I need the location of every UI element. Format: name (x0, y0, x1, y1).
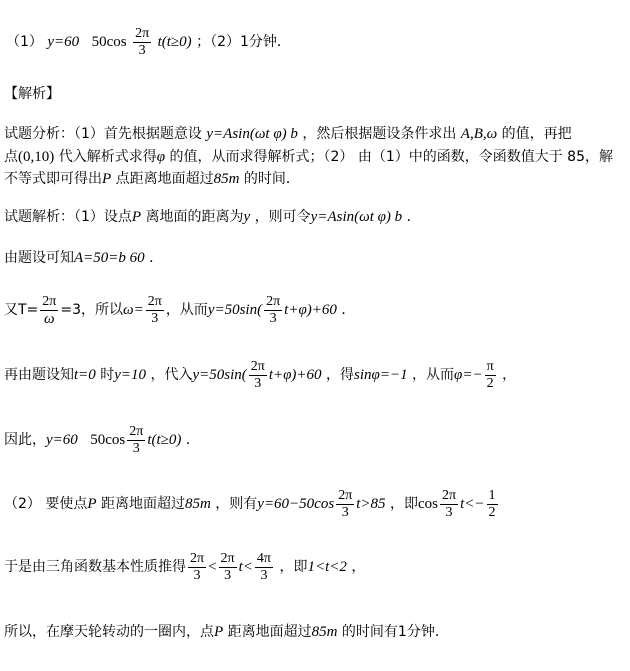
solution-line-2 (4, 248, 163, 268)
analysis-line-3 (4, 169, 300, 189)
solution-line-7 (4, 547, 365, 587)
solution-t0: t=0 (74, 367, 96, 383)
analysis-phi: φ (156, 149, 166, 165)
fraction-1-over-2: $\frac{1}{2}$ (488, 487, 496, 520)
solution-text: 因此， (4, 432, 46, 448)
analysis-text: 点 (4, 149, 18, 165)
solution-sin-eq: sinφ=−1 (354, 367, 408, 383)
analysis-text: 的时间． (243, 171, 300, 187)
fraction-pi-over-2: $\frac{\pi}{2}$ (486, 358, 494, 391)
solution-range: 1<t<2 (307, 559, 347, 575)
solution-formula: y=Asin(ωt φ) b (310, 209, 403, 225)
solution-text: ， (351, 559, 366, 575)
solution-text: ， (502, 367, 517, 383)
solution-85m: 85m (311, 624, 338, 640)
solution-line-6 (4, 484, 500, 524)
answer-formula-a: y=60 (47, 34, 80, 50)
analysis-line-1 (4, 124, 572, 144)
fraction-2pi-over-3: $\frac{2\pi}{3}$ (147, 293, 162, 326)
solution-phi-eq: φ=− (454, 367, 483, 383)
section-title: 【解析】 (4, 86, 60, 102)
answer-formula-b: 50cos (91, 34, 127, 50)
fraction-2pi-over-3: $\frac{2\pi}{3}$ (250, 358, 265, 391)
solution-text: 距离地面超过 (227, 624, 312, 640)
solution-line-5 (4, 420, 200, 460)
answer-part1-label: （1） (6, 34, 43, 50)
analysis-line-2 (4, 147, 613, 167)
solution-point-p: P (214, 624, 224, 640)
analysis-point: (0,10) (18, 149, 55, 165)
solution-lt: t< (238, 559, 253, 575)
solution-formula: t(t≥0) (147, 432, 182, 448)
solution-text: 的时间有1分钟． (341, 624, 449, 640)
analysis-text: 不等式即可得出 (4, 171, 102, 187)
solution-text: ． (406, 209, 421, 225)
solution-text: ，从而 (412, 367, 455, 383)
solution-formula: y=60−50cos (257, 496, 335, 512)
solution-formula: A=50=b 60 (74, 250, 145, 266)
solution-text: 又T= (4, 302, 39, 318)
analysis-point-p: P (102, 171, 112, 187)
fraction-2pi-over-3: $\frac{2\pi}{3}$ (135, 25, 150, 58)
solution-text: ，从而 (165, 302, 208, 318)
solution-text: 由题设可知 (4, 250, 74, 266)
solution-text: ． (149, 250, 164, 266)
solution-line-8 (4, 622, 449, 642)
solution-lt: < (208, 559, 217, 575)
solution-text: ． (185, 432, 200, 448)
solution-formula: y=60 (46, 432, 78, 448)
analysis-85m: 85m (213, 171, 240, 187)
solution-formula: 50cos (90, 432, 126, 448)
solution-85m: 85m (184, 496, 211, 512)
analysis-text: ，然后根据题设条件求出 (302, 126, 457, 142)
solution-y10: y=10 (114, 367, 147, 383)
analysis-formula: y=Asin(ωt φ) b (206, 126, 298, 142)
solution-formula: t<− (460, 496, 485, 512)
solution-point-p: P (131, 209, 142, 225)
solution-text: 再由题设知 (4, 367, 74, 383)
solution-text: 于是由三角函数基本性质推得 (4, 559, 186, 575)
solution-text: 离地面的距离为 (145, 209, 244, 225)
answer-part2: ；（2）1分钟． (196, 34, 291, 50)
solution-text: ，即 (279, 559, 308, 575)
fraction-2pi-over-3: $\frac{2\pi}{3}$ (129, 423, 144, 456)
solution-text: 距离地面超过 (100, 496, 185, 512)
solution-formula: t+φ)+60 (284, 302, 337, 318)
analysis-text: 的值，从而求得解析式；（2） 由（1）中的函数，令函数值大于 85，解 (169, 149, 613, 165)
answer-formula-c: t(t≥0) (157, 34, 192, 50)
fraction-2pi-over-3: $\frac{2\pi}{3}$ (338, 487, 353, 520)
solution-text: ，即 (390, 496, 419, 512)
fraction-2pi-over-3: $\frac{2\pi}{3}$ (220, 550, 235, 583)
solution-text: 所以，在摩天轮转动的一圈内，点 (4, 624, 214, 640)
solution-formula: t>85 (356, 496, 386, 512)
solution-var-y: y (243, 209, 251, 225)
solution-text: ，则有 (215, 496, 258, 512)
analysis-text: 代入解析式求得 (58, 149, 157, 165)
solution-line-3 (4, 290, 355, 330)
fraction-2pi-over-3: $\frac{2\pi}{3}$ (442, 487, 457, 520)
solution-line-1 (4, 207, 421, 227)
solution-text: ，得 (326, 367, 355, 383)
solution-omega: ω= (123, 302, 144, 318)
solution-point-p: P (87, 496, 97, 512)
solution-text: （2） 要使点 (4, 496, 88, 512)
solution-text: =3，所以 (60, 302, 124, 318)
solution-formula: y=50sin( (207, 302, 263, 318)
solution-text: 试题解析：（1）设点 (4, 209, 132, 225)
fraction-2pi-over-3: $\frac{2\pi}{3}$ (266, 293, 281, 326)
analysis-vars: A,B,ω (460, 126, 498, 142)
solution-line-4 (4, 355, 516, 395)
analysis-text: 的值，再把 (501, 126, 572, 142)
analysis-text: 点距离地面超过 (115, 171, 214, 187)
solution-cos: cos (418, 496, 439, 512)
answer-line (6, 22, 291, 62)
fraction-2pi-over-omega: $\frac{2\pi}{\omega}$ (42, 293, 57, 327)
solution-text: 时 (100, 367, 115, 383)
fraction-2pi-over-3: $\frac{2\pi}{3}$ (190, 550, 205, 583)
solution-formula: y=50sin( (192, 367, 247, 383)
fraction-4pi-over-3: $\frac{4\pi}{3}$ (256, 550, 271, 583)
solution-text: ，代入 (150, 367, 193, 383)
solution-text: ． (341, 302, 356, 318)
solution-text: ，则可令 (254, 209, 311, 225)
solution-formula: t+φ)+60 (268, 367, 322, 383)
analysis-text: 试题分析：（1）首先根据题意设 (4, 126, 202, 142)
